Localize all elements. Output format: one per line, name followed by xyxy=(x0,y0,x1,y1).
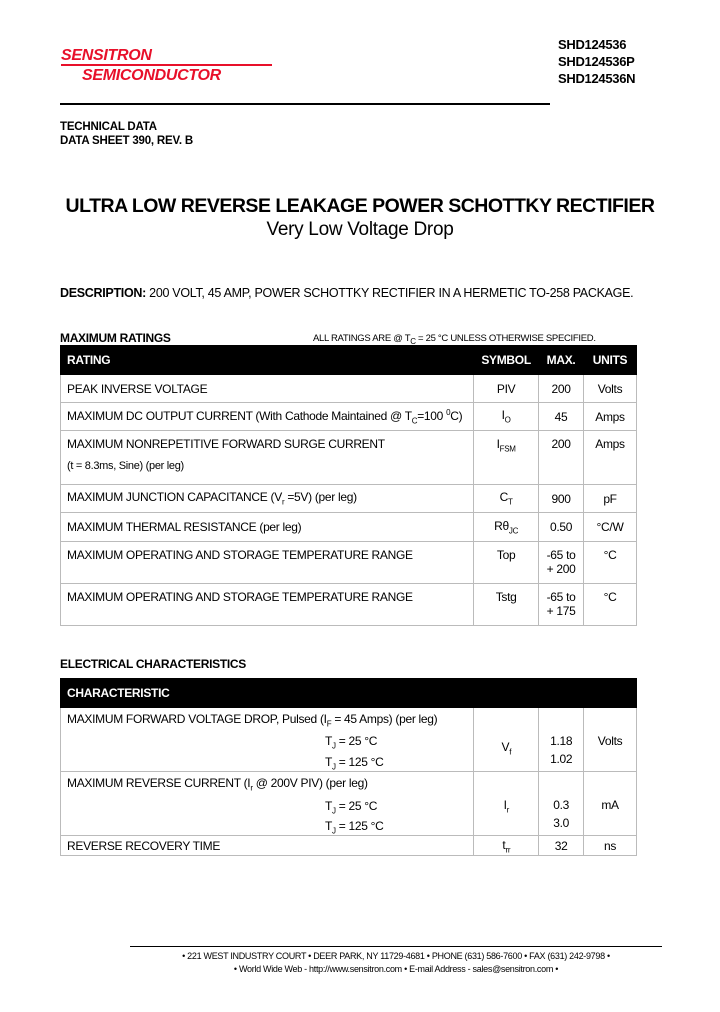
column-header: CHARACTERISTIC xyxy=(61,679,637,708)
table-row: MAXIMUM OPERATING AND STORAGE TEMPERATURE RANGE Tstg -65 to + 175 °C xyxy=(61,584,637,626)
description-label: DESCRIPTION: xyxy=(60,286,146,300)
table-row: PEAK INVERSE VOLTAGE PIV 200 Volts xyxy=(61,375,637,403)
part-number: SHD124536P xyxy=(558,54,635,69)
ratings-note: ALL RATINGS ARE @ $T_C = 25$ °C UNLESS OTHERWISE SPECIFIED. xyxy=(313,333,596,346)
company-name-line2: SEMICONDUCTOR xyxy=(82,67,221,84)
max-ratings-heading: MAXIMUM RATINGS xyxy=(60,331,171,345)
footer-rule xyxy=(130,946,662,947)
logo-divider xyxy=(61,64,272,66)
table-row: MAXIMUM DC OUTPUT CURRENT (With Cathode Maintained @ $T_C=100$ $^0$C) $I_O$ 45 Amps xyxy=(61,403,637,431)
description xyxy=(60,286,633,300)
company-name-line1: SENSITRON xyxy=(61,47,152,64)
column-header: UNITS xyxy=(584,346,637,375)
column-header: RATING xyxy=(61,346,474,375)
column-header: SYMBOL xyxy=(474,346,539,375)
max-ratings-table xyxy=(60,345,637,626)
description-text: 200 VOLT, 45 AMP, POWER SCHOTTKY RECTIFIER IN A HERMETIC TO-258 PACKAGE. xyxy=(146,286,634,300)
part-number: SHD124536 xyxy=(558,37,627,52)
table-row: MAXIMUM FORWARD VOLTAGE DROP, Pulsed ($I_F = 45$ Amps) (per leg) $T_J = 25$ °C $T_J = 125$ °C $V_f$ 1.18 1.02 Volts xyxy=(61,708,637,772)
page-title: ULTRA LOW REVERSE LEAKAGE POWER SCHOTTKY RECTIFIER xyxy=(65,195,655,217)
electrical-heading: ELECTRICAL CHARACTERISTICS xyxy=(60,657,246,671)
electrical-table xyxy=(60,678,637,856)
header-rule xyxy=(60,103,550,105)
part-number: SHD124536N xyxy=(558,71,636,86)
footer-address: • 221 WEST INDUSTRY COURT • DEER PARK, NY 11729-4681 • PHONE (631) 586-7600 • FAX (631) 242-9798 • xyxy=(182,951,610,961)
table-row: REVERSE RECOVERY TIME $t_{rr}$ 32 ns xyxy=(61,836,637,856)
table-row: MAXIMUM THERMAL RESISTANCE (per leg) $R\theta_{JC}$ 0.50 °C/W xyxy=(61,513,637,542)
datasheet-revision: DATA SHEET 390, REV. B xyxy=(60,135,193,147)
footer-contact: • World Wide Web - http://www.sensitron.com • E-mail Address - sales@sensitron.com • xyxy=(233,964,559,974)
table-row: MAXIMUM REVERSE CURRENT ($I_r$ @ 200V PIV) (per leg) $T_J = 25$ °C $T_J = 125$ °C $I_r$ 0.3 3.0 mA xyxy=(61,772,637,836)
table-row: MAXIMUM NONREPETITIVE FORWARD SURGE CURRENT (t = 8.3ms, Sine) (per leg) $I_{FSM}$ 200 Amps xyxy=(61,431,637,485)
page-subtitle: Very Low Voltage Drop xyxy=(266,219,454,240)
table-row: MAXIMUM OPERATING AND STORAGE TEMPERATURE RANGE Top -65 to + 200 °C xyxy=(61,542,637,584)
column-header: MAX. xyxy=(539,346,584,375)
table-row: MAXIMUM JUNCTION CAPACITANCE $(V_r =5V)$ (per leg) $C_T$ 900 pF xyxy=(61,485,637,513)
technical-data-label: TECHNICAL DATA xyxy=(60,121,157,133)
